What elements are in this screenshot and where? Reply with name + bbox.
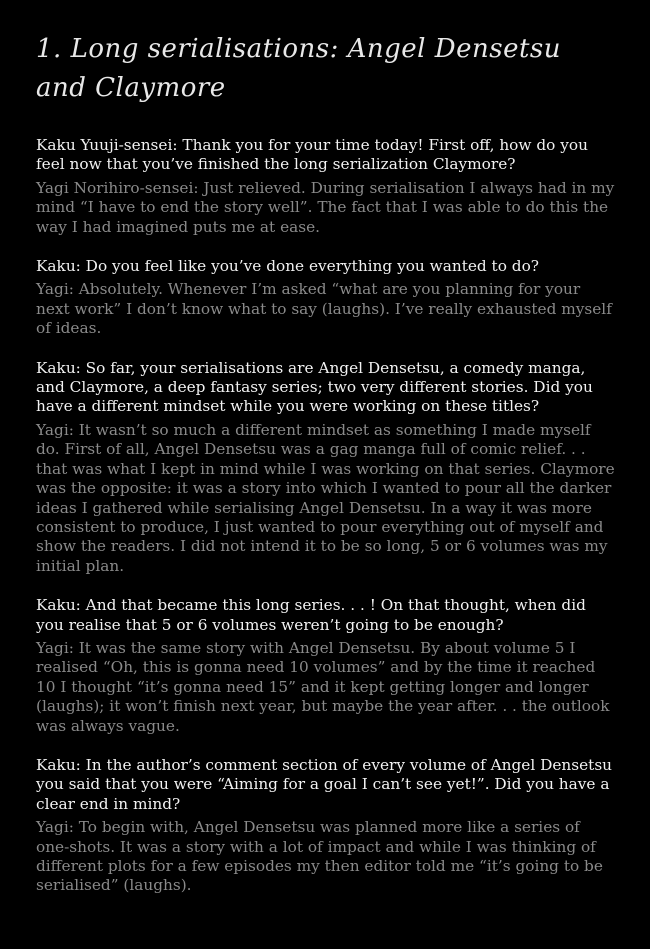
qa-block-1 [36, 136, 616, 237]
section-title: 1. Long serialisations: Angel Densetsu and Claymore [36, 34, 561, 103]
qa-block-3 [36, 359, 616, 576]
interviewer-question: Kaku: In the author’s comment section of every volume of Angel Densetsu you said that you were “Aiming for a goal I can’t see yet!”. Did you have a clear end in mind? [36, 755, 613, 813]
author-answer: Yagi: Absolutely. Whenever I’m asked “what are you planning for your next work” I don’t know what to say (laughs). I’ve really exhausted myself of ideas. [36, 280, 612, 338]
author-answer: Yagi: It wasn’t so much a different mindset as something I made myself do. First of all, Angel Densetsu was a gag manga full of comic relief. . . that was what I kept in mind while I was working on that series. Claymore was the opposite: it was a story into which I wanted to pour all the darker ideas I gathered while serialising Angel Densetsu. In a way it was more consistent to produce, I just wanted to pour everything out of myself and show the readers. I did not intend it to be so long, 5 or 6 volumes was my initial plan. [36, 420, 615, 575]
author-answer: Yagi: It was the same story with Angel Densetsu. By about volume 5 I realised “Oh, this is gonna need 10 volumes” and by the time it reached 10 I thought “it’s gonna need 15” and it kept getting longer and longer (laughs); it won’t finish next year, but maybe the year after. . . the outlook was always vague. [36, 638, 610, 735]
interview-page [36, 30, 616, 916]
interviewer-question: Kaku: And that became this long series. . . ! On that thought, when did you realise that 5 or 6 volumes weren’t going to be enough? [36, 596, 586, 634]
author-answer: Yagi: To begin with, Angel Densetsu was planned more like a series of one-shots. It was a story with a lot of impact and while I was thinking of different plots for a few episodes my then editor told me “it’s going to be serialised” (laughs). [36, 818, 603, 895]
qa-block-5 [36, 756, 616, 896]
qa-block-2 [36, 257, 616, 339]
interviewer-question: Kaku: So far, your serialisations are Angel Densetsu, a comedy manga, and Claymore, a deep fantasy series; two very different stories. Did you have a different mindset while you were working on these titles? [36, 358, 593, 416]
interviewer-question: Kaku Yuuji-sensei: Thank you for your time today! First off, how do you feel now that you’ve finished the long serialization Claymore? [36, 136, 588, 174]
author-answer: Yagi Norihiro-sensei: Just relieved. During serialisation I always had in my mind “I have to end the story well”. The fact that I was able to do this the way I had imagined puts me at ease. [36, 178, 615, 236]
qa-block-4 [36, 596, 616, 736]
interviewer-question: Kaku: Do you feel like you’ve done everything you wanted to do? [36, 257, 539, 276]
